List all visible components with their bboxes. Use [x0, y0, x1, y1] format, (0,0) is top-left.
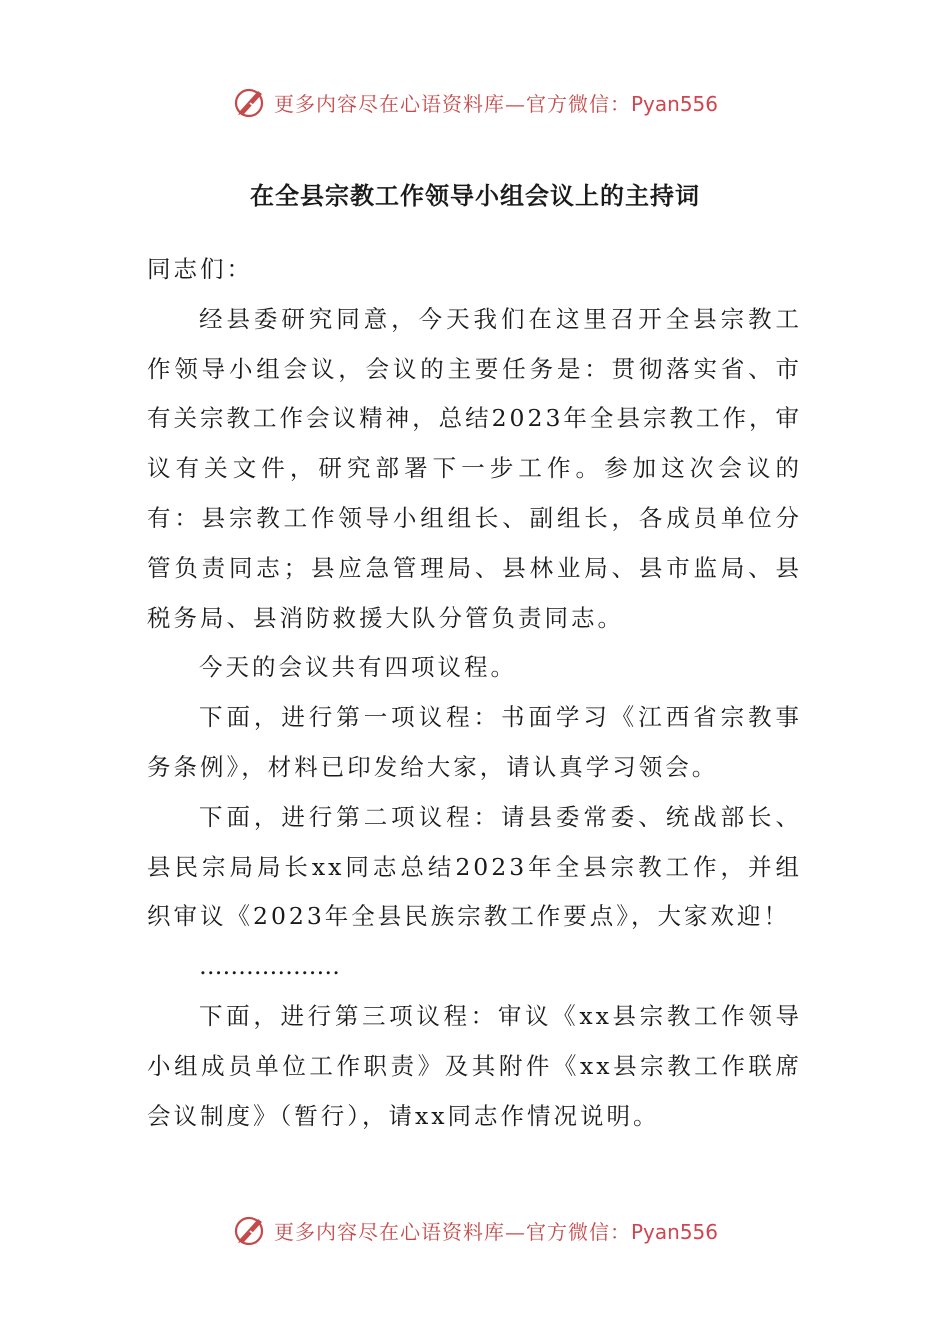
banner-text — [274, 1216, 718, 1245]
paragraph: 下面，进行第一项议程：书面学习《江西省宗教事务条例》，材料已印发给大家，请认真学习领会。 — [147, 703, 802, 781]
wechat-id: Pyan556 — [630, 91, 718, 116]
banner-slogan: 更多内容尽在心语资料库—官方微信： — [273, 91, 631, 116]
banner-text — [274, 88, 718, 117]
banner-slogan: 更多内容尽在心语资料库—官方微信： — [273, 1219, 631, 1244]
document-title: 在全县宗教工作领导小组会议上的主持词 — [250, 181, 700, 210]
salutation: 同志们： — [147, 255, 253, 283]
footer-banner — [0, 1210, 950, 1250]
paragraph: 经县委研究同意，今天我们在这里召开全县宗教工作领导小组会议，会议的主要任务是：贯彻落实省、市有关宗教工作会议精神，总结2023年全县宗教工作，审议有关文件，研究部署下一步工作。参加这次会议的有：县宗教工作领导小组组长、副组长，各成员单位分管负责同志；县应急管理局、县林业局、县市监局、县税务局、县消防救援大队分管负责同志。 — [147, 304, 802, 632]
paragraph: 今天的会议共有四项议程。 — [199, 653, 517, 682]
ellipsis-separator: ……………… — [199, 952, 340, 981]
paragraph: 下面，进行第三项议程：审议《xx县宗教工作领导小组成员单位工作职责》及其附件《xx县宗教工作联席会议制度》（暂行），请xx同志作情况说明。 — [147, 1001, 802, 1130]
pen-emblem-icon — [232, 84, 268, 120]
header-banner — [0, 82, 950, 122]
pen-emblem-icon — [232, 1212, 268, 1248]
document-body — [147, 245, 802, 1141]
wechat-id: Pyan556 — [630, 1219, 718, 1244]
paragraph: 下面，进行第二项议程：请县委常委、统战部长、县民宗局局长xx同志总结2023年全县宗教工作，并组织审议《2023年全县民族宗教工作要点》，大家欢迎！ — [147, 802, 802, 931]
